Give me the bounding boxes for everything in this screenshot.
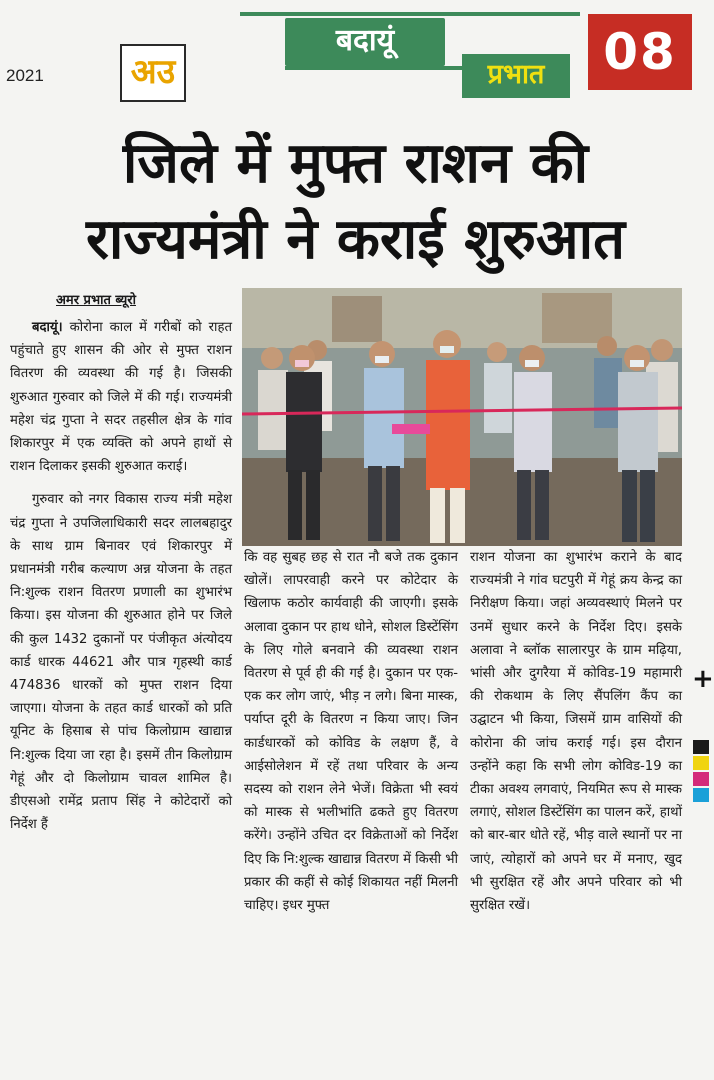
registration-mark-icon: + xyxy=(692,664,714,694)
paper-name: प्रभात xyxy=(462,54,570,98)
paragraph-col2: कि वह सुबह छह से रात नौ बजे तक दुकान खोलें। लापरवाही करने पर कोटेदार के खिलाफ कठोर कार्यवाही की जाएगी। इसके अलावा दुकान पर हाथ धोने, सोशल डिस्टेंसिंग के लिए गोले बनवाने की व्यवस्था राशन वितरण से पूर्व ही की गई है। दुकान पर एक-एक कर लोग जाएं, भीड़ न लगे। बिना मास्क, पर्याप्त दूरी के वितरण न किया जाए। जिन कार्डधारकों को कोविड के लक्षण हैं, वे आईसोलेशन में रहें तथा परिवार के अन्य सदस्य को राशन लेने भेजें। विक्रेता भी स्वयं को मास्क से भलीभांति ढकते हुए वितरण करेंगे। उन्होंने उचित दर विक्रेताओं को निर्देश दिए कि नि:शुल्क खाद्यान्न वितरण में किसी भी प्रकार की कहीं से कोई शिकायत नहीं मिलनी चाहिए। इधर मुफ्त xyxy=(244,550,458,914)
paragraph-2: गुरुवार को नगर विकास राज्य मंत्री महेश चंद्र गुप्ता ने उपजिलाधिकारी सदर लालबहादुर के साथ ग्राम बिनावर एवं शिकारपुर में प्रधानमंत्री गरीब कल्याण अन्न योजना के तहत नि:शुल्क राशन वितरण प्रणाली का शुभारंभ किया। इस योजना की शुरुआत होने पर जिले की कुल 1432 दुकानों पर पंजीकृत अंत्योदय कार्ड धारक 44621 और पात्र गृहस्थी कार्ड 474836 धारकों को मुफ्त राशन दिया जाएगा। योजना के तहत कार्ड धारकों को प्रति यूनिट के हिसाब से पांच किलोग्राम खाद्यान्न नि:शुल्क दिया जा रहा है। इसमें तीन किलोग्राम गेहूं और दो किलोग्राम चावल शामिल है। डीएसओ रामेंद्र प्रताप सिंह ने कोटेदारों को निर्देश हैं xyxy=(10,492,232,833)
newspaper-logo: अउ xyxy=(120,44,186,102)
news-photo xyxy=(242,288,682,546)
paragraph-col3: राशन योजना का शुभारंभ कराने के बाद राज्यमंत्री ने गांव घटपुरी में गेहूं क्रय केन्द्र का निरीक्षण किया। जहां अव्यवस्थाएं मिलने पर उनमें सुधार करने के निर्देश दिए। इसके अलावा ने ब्लॉक सालारपुर के ग्राम मढ़िया, भांसी और दुगरैया में कोविड-19 महामारी की रोकथाम के लिए सैंपलिंग कैंप का उद्घाटन भी किया, जिसमें ग्राम वासियों की कोरोना की जांच कराई गई। इस दौरान उन्होंने कहा कि सभी लोग कोविड-19 का टीका अवश्य लगवाएं, नियमित रूप से मास्क लगाएं, सोशल डिस्टेंसिंग का पालन करें, हाथों को बार-बार धोते रहें, भीड़ वाले स्थानों पर ना जाएं, त्योहारों को अपने घर में मनाए, खुद भी सुरक्षित रहें और अपने परिवार को भी सुरक्षित रखें। xyxy=(470,550,682,914)
page-number: 08 xyxy=(588,14,692,90)
lead-text: कोरोना काल में गरीबों को राहत पहुंचाते हुए शासन की ओर से मुफ्त राशन वितरण की व्यवस्था की गई है। जिसकी शुरुआत गुरुवार को जिले में की गई। राज्यमंत्री महेश चंद्र गुप्ता ने सदर तहसील क्षेत्र के गांव शिकारपुर में एक व्यक्ति को अपने हाथों से राशन दिलाकर इसकी शुरुआत कराई। xyxy=(10,320,232,475)
ribbon-cutting-photo xyxy=(242,288,682,546)
article-column-3 xyxy=(470,546,682,917)
byline: अमर प्रभात ब्यूरो xyxy=(56,293,136,308)
article-column-2 xyxy=(244,546,458,917)
edition-year: 2021 xyxy=(6,66,44,85)
article-column-1 xyxy=(10,316,232,836)
headline xyxy=(0,126,711,278)
masthead-rule xyxy=(240,12,580,16)
headline-line2: राज्यमंत्री ने कराई शुरुआत xyxy=(85,207,626,272)
cmyk-color-bar-icon xyxy=(690,740,712,802)
city-label: बदायूं xyxy=(285,18,445,66)
dateline: बदायूं। xyxy=(32,320,63,335)
headline-line1: जिले में मुफ्त राशन की xyxy=(122,131,589,196)
lead-paragraph xyxy=(10,316,232,478)
city-underline xyxy=(285,66,465,70)
